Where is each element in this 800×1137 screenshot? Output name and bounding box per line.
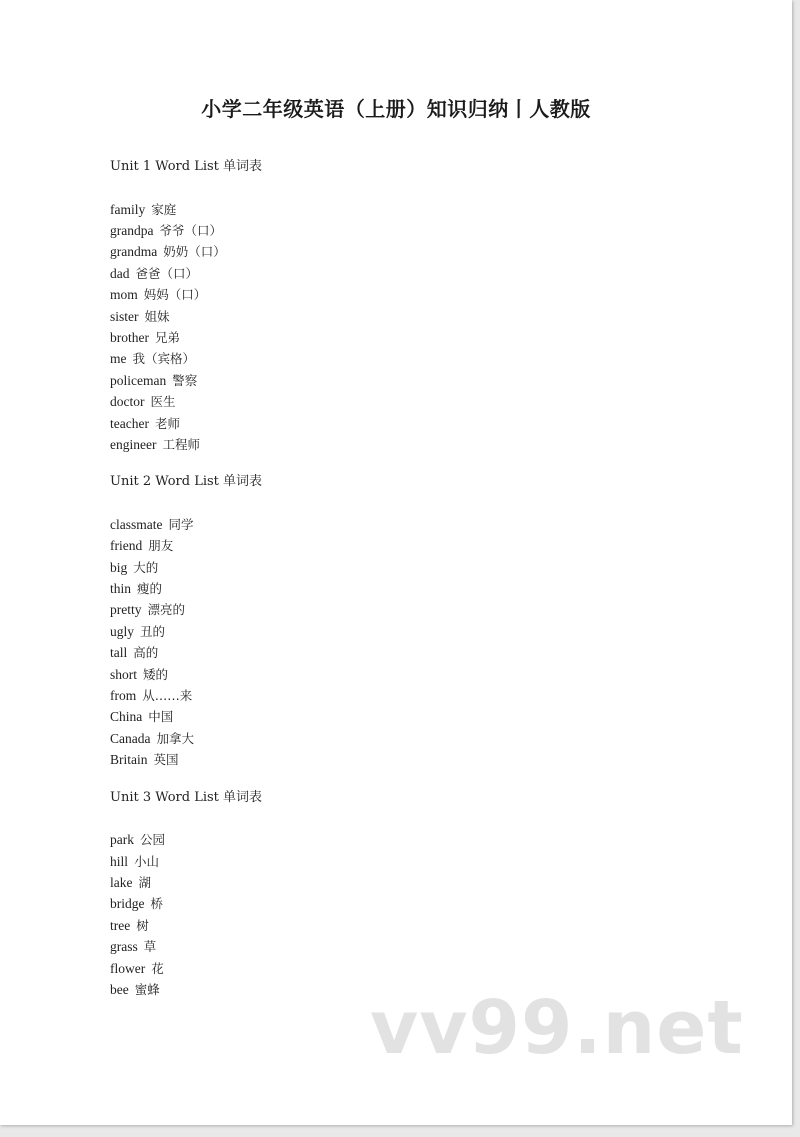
unit-3-section <box>110 787 710 1001</box>
word-english: sister <box>110 308 139 324</box>
unit-3-heading: Unit 3 Word List 单词表 <box>110 789 263 805</box>
word-chinese: 朋友 <box>148 538 174 554</box>
list-item <box>110 514 710 535</box>
word-chinese: 小山 <box>134 853 160 869</box>
word-chinese: 大的 <box>133 559 159 575</box>
list-item <box>110 434 710 455</box>
list-item <box>110 535 710 556</box>
word-english: teacher <box>110 415 149 431</box>
unit-2-heading: Unit 2 Word List 单词表 <box>110 474 263 490</box>
list-item <box>110 685 710 706</box>
list-item <box>110 829 710 850</box>
word-chinese: 瘦的 <box>137 581 163 597</box>
list-item <box>110 306 710 327</box>
word-english: hill <box>110 853 129 869</box>
word-english: grandma <box>110 244 158 260</box>
word-english: brother <box>110 329 149 345</box>
word-english: tall <box>110 645 128 661</box>
unit-1-heading: Unit 1 Word List 单词表 <box>110 159 263 174</box>
word-chinese: 老师 <box>154 415 180 431</box>
list-item <box>110 391 710 412</box>
word-english: flower <box>110 960 146 976</box>
list-item <box>110 664 710 685</box>
word-chinese: 加拿大 <box>156 730 194 746</box>
word-chinese: 蜜蜂 <box>134 981 160 997</box>
word-english: bridge <box>110 896 145 912</box>
list-item <box>110 728 710 749</box>
word-english: thin <box>110 581 132 597</box>
list-item <box>110 749 710 770</box>
word-english: big <box>110 559 128 575</box>
word-chinese: 从……来 <box>142 688 193 703</box>
word-english: park <box>110 832 134 848</box>
list-item <box>110 413 710 434</box>
word-english: engineer <box>110 436 157 452</box>
word-english: classmate <box>110 516 163 532</box>
word-english: friend <box>110 538 143 554</box>
word-english: ugly <box>110 623 135 639</box>
word-chinese: 家庭 <box>151 201 177 217</box>
word-chinese: 花 <box>151 960 164 976</box>
list-item <box>110 220 710 241</box>
word-english: pretty <box>110 602 142 618</box>
word-chinese: 兄弟 <box>154 329 180 345</box>
word-english: bee <box>110 981 129 997</box>
word-english: Britain <box>110 752 148 768</box>
word-chinese: 妈妈（口） <box>143 287 207 303</box>
word-english: dad <box>110 265 130 281</box>
word-english: lake <box>110 874 133 890</box>
list-item <box>110 936 710 957</box>
word-english: tree <box>110 917 131 933</box>
word-english: grandpa <box>110 222 154 238</box>
word-english: doctor <box>110 394 145 410</box>
word-chinese: 高的 <box>133 645 159 661</box>
word-chinese: 树 <box>136 917 149 933</box>
word-english: me <box>110 351 127 367</box>
word-chinese: 工程师 <box>162 436 200 452</box>
list-item <box>110 199 710 220</box>
word-chinese: 漂亮的 <box>147 602 186 618</box>
word-chinese: 中国 <box>148 709 174 725</box>
list-item <box>110 599 710 620</box>
word-chinese: 矮的 <box>143 666 169 682</box>
word-chinese: 草 <box>143 939 157 955</box>
word-english: family <box>110 201 146 217</box>
word-chinese: 爸爸（口） <box>135 265 199 281</box>
word-chinese: 桥 <box>150 896 164 912</box>
word-chinese: 英国 <box>153 752 179 768</box>
word-english: mom <box>110 287 138 303</box>
word-chinese: 医生 <box>150 394 176 410</box>
list-item <box>110 557 710 578</box>
word-english: Canada <box>110 730 151 746</box>
word-chinese: 姐妹 <box>144 308 170 324</box>
unit-2-section <box>110 471 710 770</box>
word-chinese: 同学 <box>168 516 194 532</box>
word-english: from <box>110 688 137 703</box>
list-item <box>110 370 710 391</box>
list-item <box>110 284 710 305</box>
list-item <box>110 893 710 914</box>
list-item <box>110 348 710 369</box>
list-item <box>110 915 710 936</box>
word-chinese: 奶奶（口） <box>163 244 226 260</box>
word-chinese: 爷爷（口） <box>159 222 222 238</box>
word-chinese: 警察 <box>172 372 198 388</box>
list-item <box>110 851 710 872</box>
list-item <box>110 642 710 663</box>
list-item <box>110 578 710 599</box>
word-chinese: 公园 <box>140 832 166 848</box>
list-item <box>110 872 710 893</box>
word-chinese: 我（宾格） <box>132 351 196 367</box>
page-title: 小学二年级英语（上册）知识归纳丨人教版 <box>201 97 591 121</box>
list-item <box>110 958 710 979</box>
unit-1-section <box>110 156 710 455</box>
watermark: vv99.net <box>370 985 744 1071</box>
word-chinese: 湖 <box>138 874 152 890</box>
word-english: grass <box>110 939 138 955</box>
word-english: policeman <box>110 372 167 388</box>
list-item <box>110 706 710 727</box>
list-item <box>110 621 710 642</box>
word-list-content <box>110 156 710 1016</box>
list-item <box>110 263 710 284</box>
word-chinese: 丑的 <box>140 623 166 639</box>
list-item <box>110 241 710 262</box>
word-english: China <box>110 709 143 725</box>
word-english: short <box>110 666 137 682</box>
list-item <box>110 327 710 348</box>
